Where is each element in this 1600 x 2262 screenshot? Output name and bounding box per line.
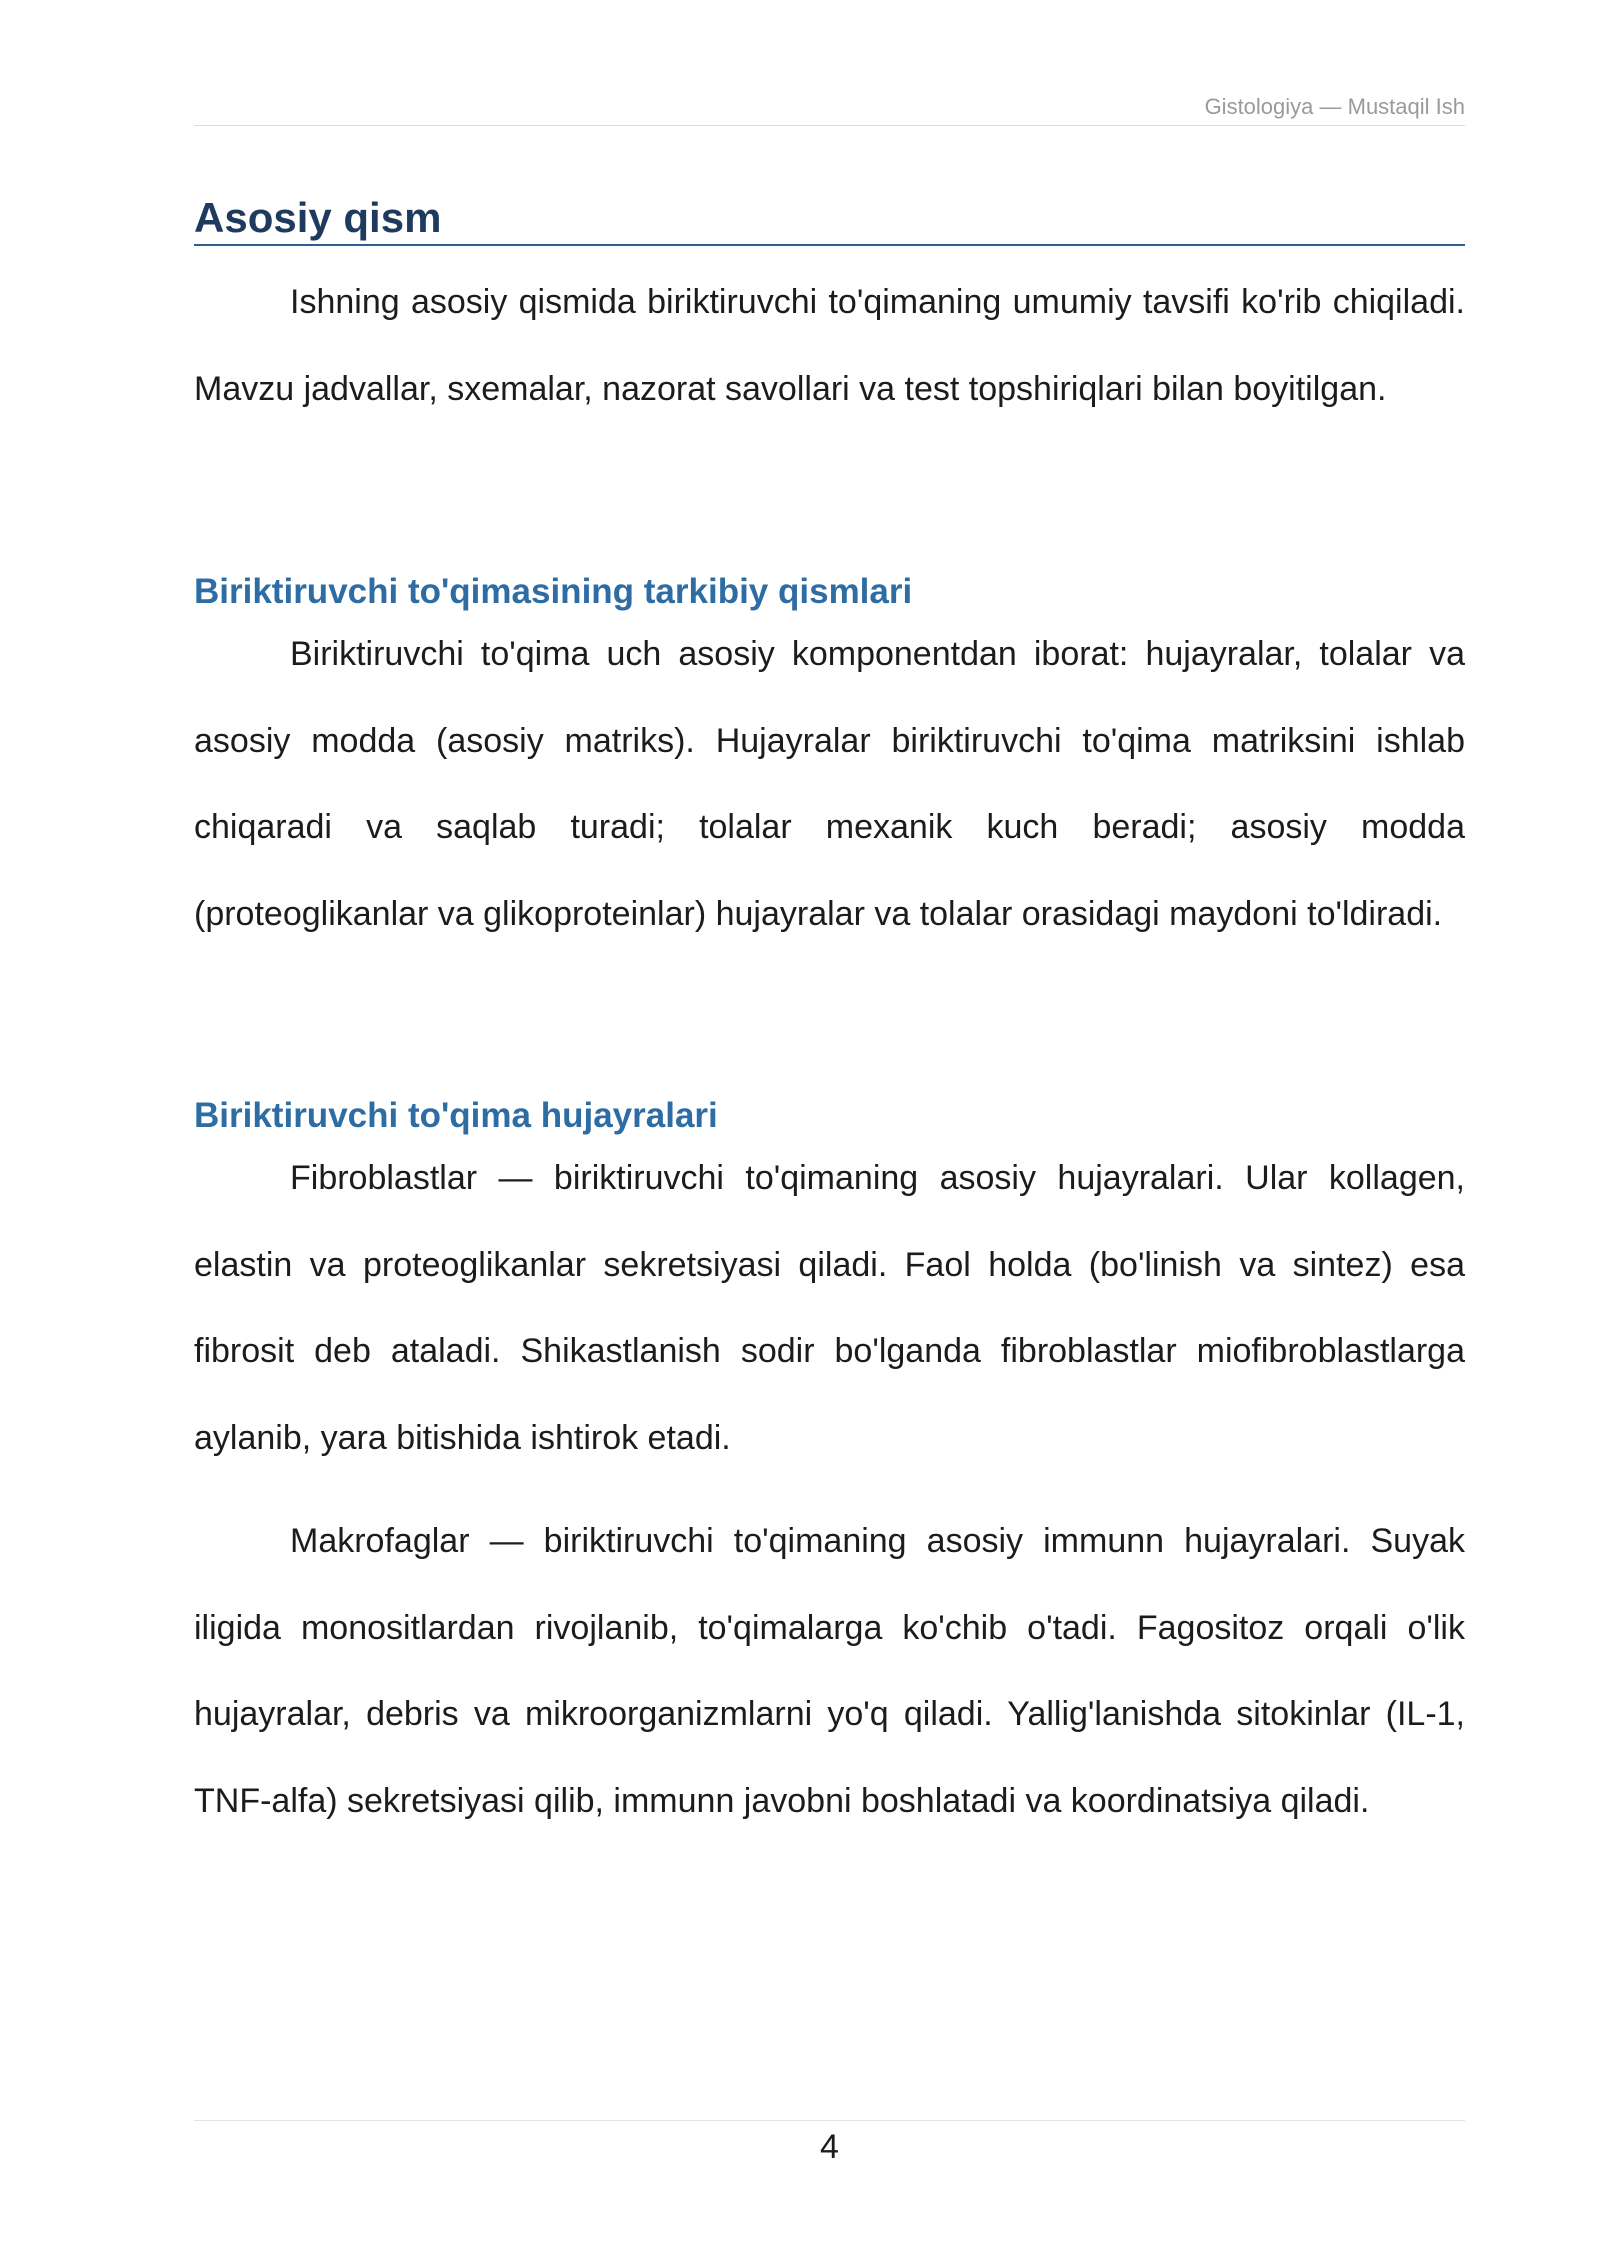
footer-divider [194, 2120, 1465, 2121]
macrophages-paragraph: Makrofaglar — biriktiruvchi to'qimaning asosiy immunn hujayralari. Suyak iligida monositlardan rivojlanib, to'qimalarga ko'chib o'tadi. Fagositoz orqali o'lik hujayralar, debris va mikroorganizmlarni yo'q qiladi. Yallig'lanishda sitokinlar (IL-1, TNF-alfa) sekretsiyasi qilib, immunn javobni boshlatadi va koordinatsiya qiladi. [194, 1522, 1465, 1820]
page-number: 4 [820, 2128, 839, 2166]
subsection-heading-cells: Biriktiruvchi to'qima hujayralari [194, 1096, 718, 1135]
components-paragraph: Biriktiruvchi to'qima uch asosiy komponentdan iborat: hujayralar, tolalar va asosiy modda (asosiy matriks). Hujayralar biriktiruvchi to'qima matriksini ishlab chiqaradi va saqlab turadi; tolalar mexanik kuch beradi; asosiy modda (proteoglikanlar va glikoproteinlar) hujayralar va tolalar orasidagi maydoni to'ldiradi. [194, 635, 1465, 933]
subsection-heading-components: Biriktiruvchi to'qimasining tarkibiy qismlari [194, 572, 913, 611]
section-title: Asosiy qism [194, 194, 442, 241]
running-header: Gistologiya — Mustaqil Ish [1204, 94, 1465, 119]
section-title-underline [194, 244, 1465, 246]
fibroblasts-paragraph: Fibroblastlar — biriktiruvchi to'qimaning asosiy hujayralari. Ular kollagen, elastin va proteoglikanlar sekretsiyasi qiladi. Faol holda (bo'linish va sintez) esa fibrosit deb ataladi. Shikastlanish sodir bo'lganda fibroblastlar miofibroblastlarga aylanib, yara bitishida ishtirok etadi. [194, 1159, 1465, 1457]
intro-paragraph: Ishning asosiy qismida biriktiruvchi to'qimaning umumiy tavsifi ko'rib chiqiladi. Mavzu jadvallar, sxemalar, nazorat savollari va test topshiriqlari bilan boyitilgan. [194, 283, 1465, 408]
header-divider [194, 125, 1465, 126]
